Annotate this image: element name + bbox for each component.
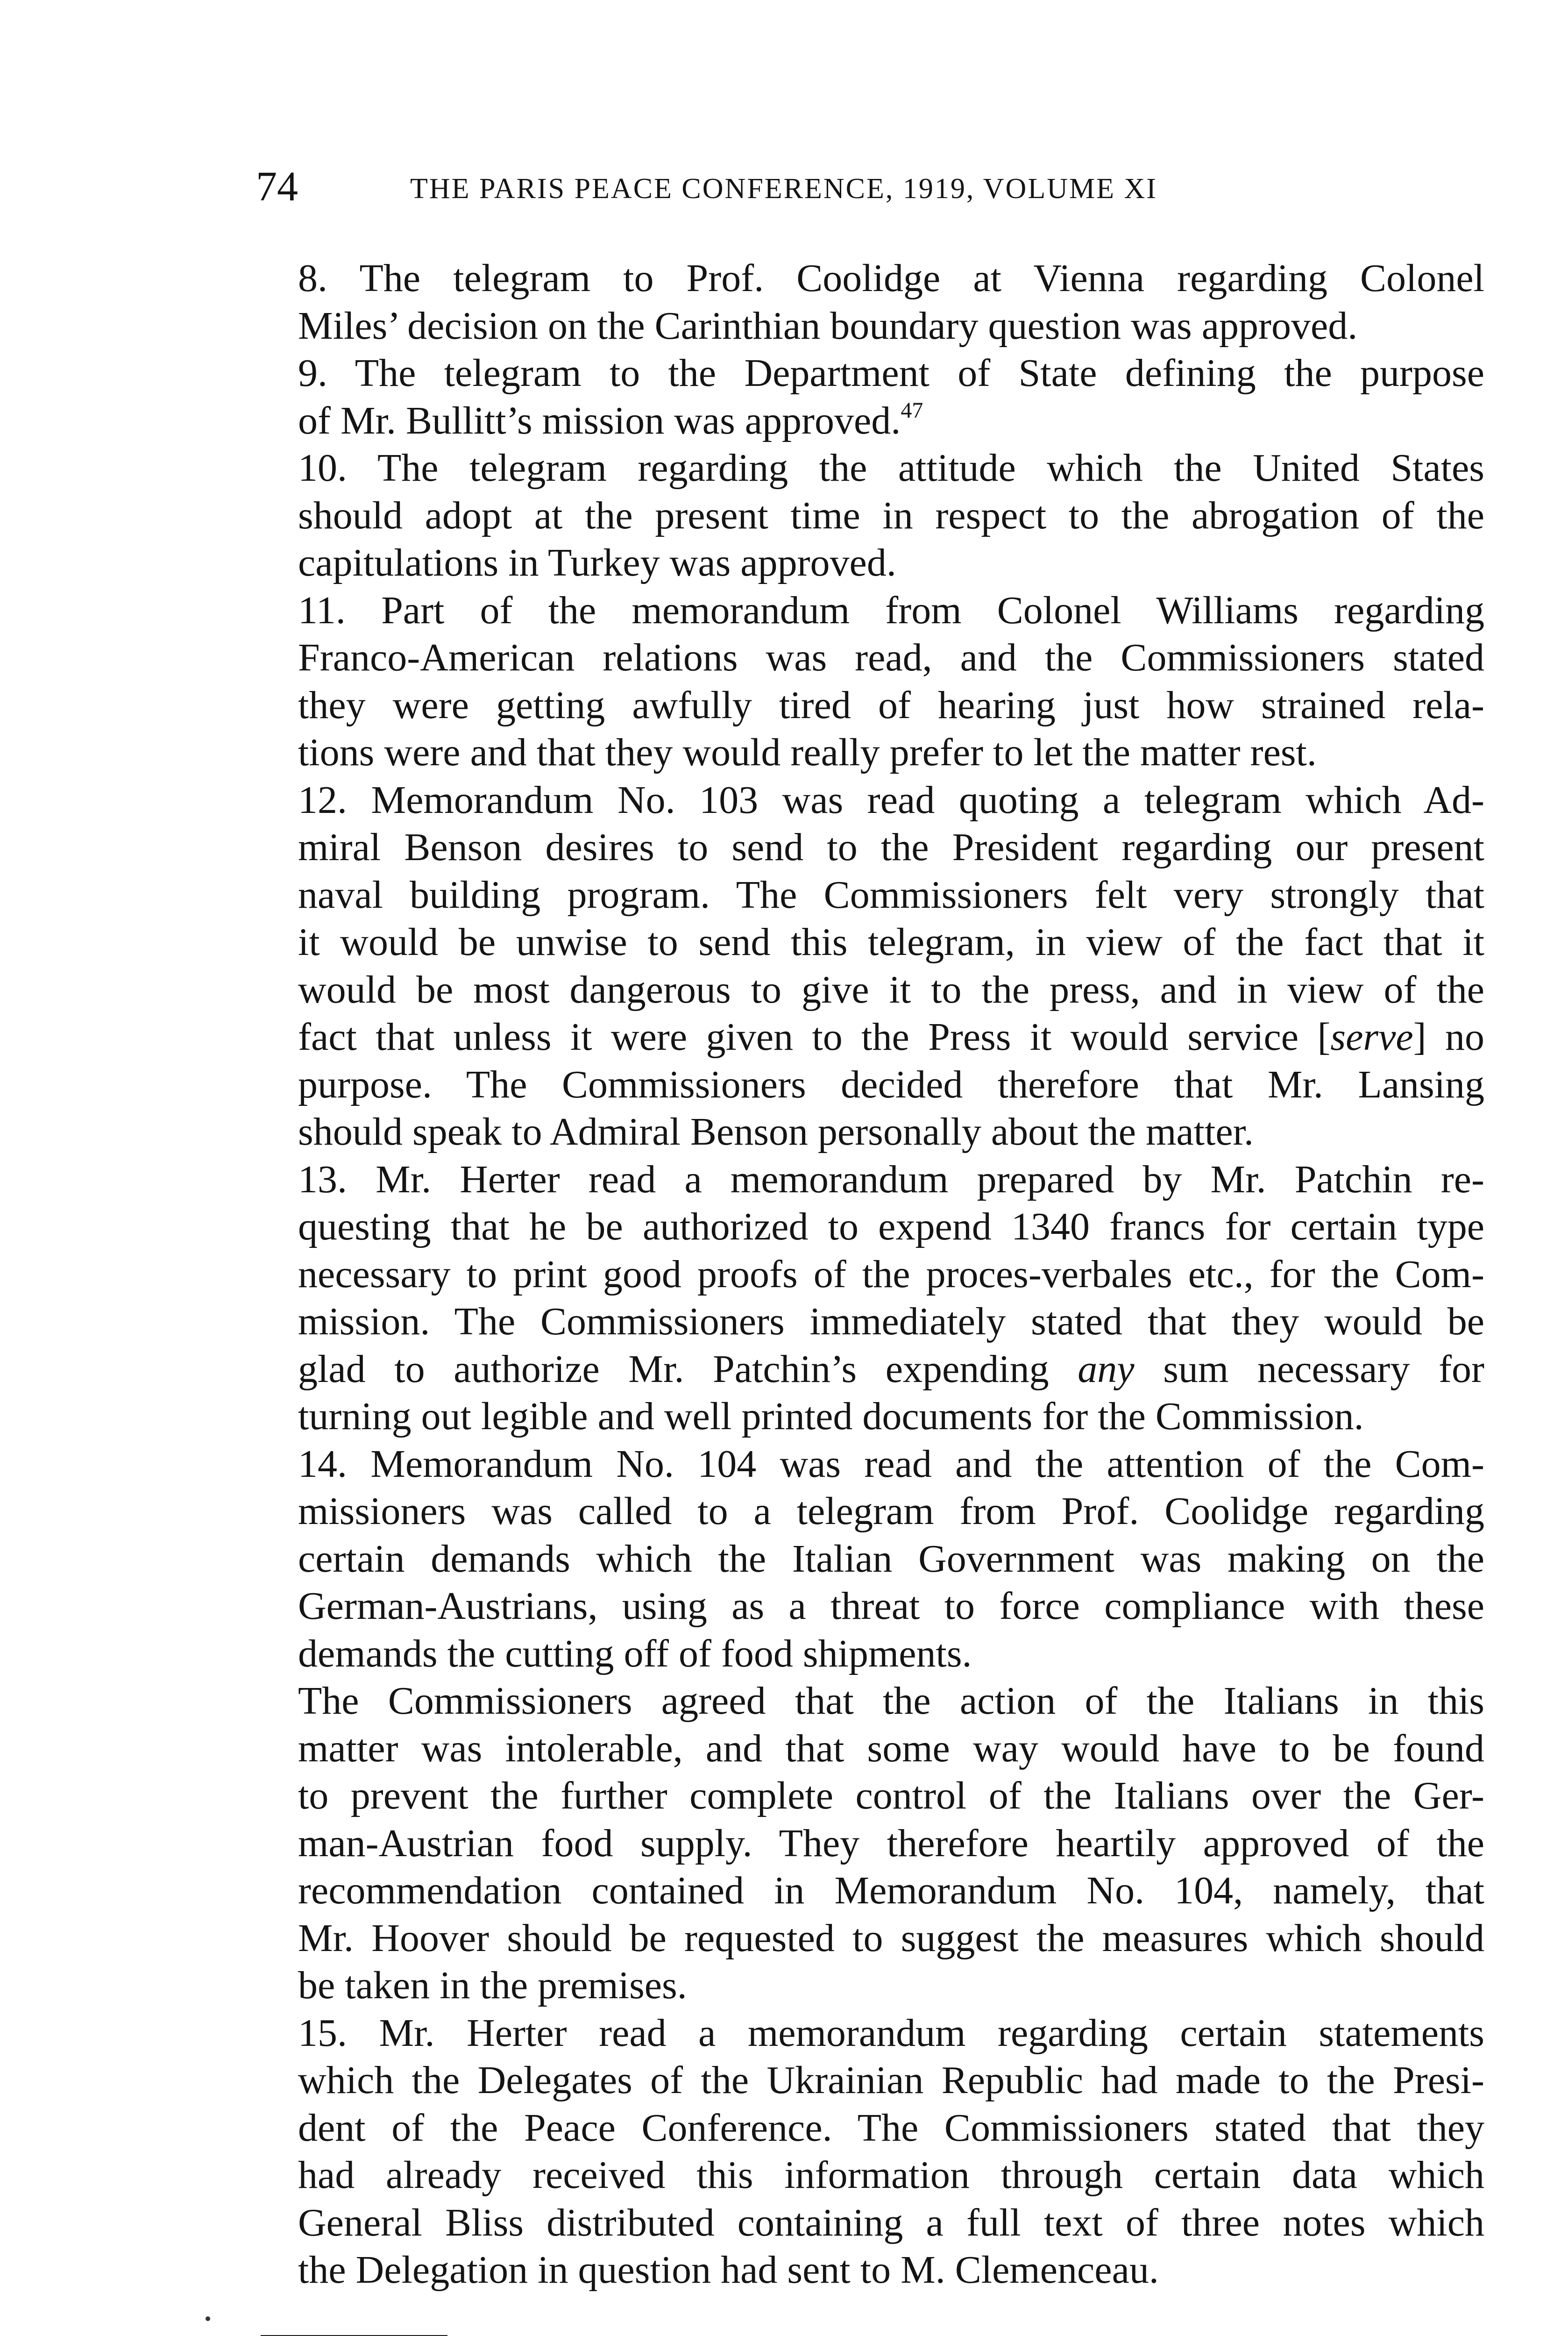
text-line: necessary to print good proofs of the proces-verbales etc., for the Com- <box>298 1252 1484 1296</box>
text-line: turning out legible and well printed documents for the Commission. <box>298 1395 1364 1438</box>
text-segment: fact that unless it were given to the Press it would service [ <box>298 1015 1331 1059</box>
text-line: The Commissioners agreed that the action of the Italians in this <box>298 1679 1484 1723</box>
text-line: German-Austrians, using as a threat to force compliance with these <box>298 1584 1484 1628</box>
text-segment: of Mr. Bullitt’s mission was approved. <box>298 399 901 442</box>
text-line: Miles’ decision on the Carinthian boundary question was approved. <box>298 304 1358 348</box>
text-line: it would be unwise to send this telegram, in view of the fact that it <box>298 920 1484 964</box>
editorial-insertion: serve <box>1330 1015 1413 1059</box>
text-line: be taken in the premises. <box>298 1964 687 2007</box>
text-line: miral Benson desires to send to the President regarding our present <box>298 826 1484 869</box>
text-segment: ] no <box>1413 1015 1484 1059</box>
paragraph-item-10 <box>256 444 1484 587</box>
text-line: tions were and that they would really prefer to let the matter rest. <box>298 731 1317 774</box>
text-line: missioners was called to a telegram from Prof. Coolidge regarding <box>298 1489 1484 1533</box>
text-line: 11. Part of the memorandum from Colonel Williams regarding <box>298 588 1484 632</box>
text-line: certain demands which the Italian Government was making on the <box>298 1537 1484 1581</box>
text-line <box>256 397 1484 445</box>
text-line: naval building program. The Commissioners felt very strongly that <box>298 873 1484 917</box>
paragraph-item-13 <box>256 1156 1484 1440</box>
text-line: should speak to Admiral Benson personally about the matter. <box>298 1110 1254 1154</box>
text-line: should adopt at the present time in respect to the abrogation of the <box>298 493 1484 537</box>
text-line: to prevent the further complete control of the Italians over the Ger- <box>298 1774 1484 1817</box>
text-line: the Delegation in question had sent to M. Clemenceau. <box>298 2248 1159 2292</box>
text-line: Franco-American relations was read, and the Commissioners stated <box>298 636 1484 679</box>
paragraph-item-9 <box>256 349 1484 444</box>
text-line: 12. Memorandum No. 103 was read quoting a telegram which Ad- <box>298 778 1484 822</box>
text-line: 14. Memorandum No. 104 was read and the attention of the Com- <box>298 1442 1484 1486</box>
text-line: would be most dangerous to give it to the press, and in view of the <box>298 968 1484 1011</box>
text-line: questing that he be authorized to expend 1340 francs for certain type <box>298 1205 1484 1248</box>
text-line: matter was intolerable, and that some way would have to be found <box>298 1726 1484 1770</box>
text-line: they were getting awfully tired of hearing just how strained rela- <box>298 683 1484 727</box>
paragraph-item-12 <box>256 776 1484 1156</box>
text-line: 9. The telegram to the Department of State defining the purpose <box>298 351 1484 395</box>
stray-mark <box>206 2316 210 2321</box>
page-number: 74 <box>256 164 298 210</box>
text-line: recommendation contained in Memorandum No. 104, namely, that <box>298 1869 1484 1912</box>
footnote-reference: 47 <box>901 398 923 423</box>
text-segment: glad to authorize Mr. Patchin’s expending <box>298 1347 1078 1391</box>
paragraph-item-11 <box>256 587 1484 776</box>
text-segment: sum necessary for <box>1134 1347 1484 1391</box>
text-line: dent of the Peace Conference. The Commissioners stated that they <box>298 2106 1484 2150</box>
text-line: man-Austrian food supply. They therefore heartily approved of the <box>298 1821 1484 1865</box>
running-head: THE PARIS PEACE CONFERENCE, 1919, VOLUME XI <box>410 173 1157 205</box>
text-line: demands the cutting off of food shipments. <box>298 1631 972 1675</box>
paragraph-item-8 <box>256 255 1484 349</box>
text-line: had already received this information through certain data which <box>298 2153 1484 2197</box>
page-header <box>256 161 1312 213</box>
text-line <box>256 1346 1484 1393</box>
text-line: capitulations in Turkey was approved. <box>298 541 896 584</box>
text-line: 13. Mr. Herter read a memorandum prepared by Mr. Patchin re- <box>298 1157 1484 1201</box>
text-line: which the Delegates of the Ukrainian Republic had made to the Presi- <box>298 2058 1484 2102</box>
paragraph-item-14 <box>256 1440 1484 1678</box>
text-line: General Bliss distributed containing a full text of three notes which <box>298 2201 1484 2244</box>
text-line: Mr. Hoover should be requested to suggest the measures which should <box>298 1916 1484 1960</box>
text-line: 8. The telegram to Prof. Coolidge at Vienna regarding Colonel <box>298 256 1484 300</box>
emphasized-word: any <box>1078 1347 1135 1391</box>
body-text <box>256 255 1484 2294</box>
paragraph-commissioners-agreed <box>256 1677 1484 2009</box>
text-line: purpose. The Commissioners decided therefore that Mr. Lansing <box>298 1062 1484 1106</box>
text-line: 10. The telegram regarding the attitude which the United States <box>298 446 1484 490</box>
text-line <box>256 1013 1484 1061</box>
paragraph-item-15 <box>256 2009 1484 2294</box>
text-line: 15. Mr. Herter read a memorandum regarding certain statements <box>298 2011 1484 2055</box>
text-line: mission. The Commissioners immediately stated that they would be <box>298 1300 1484 1343</box>
